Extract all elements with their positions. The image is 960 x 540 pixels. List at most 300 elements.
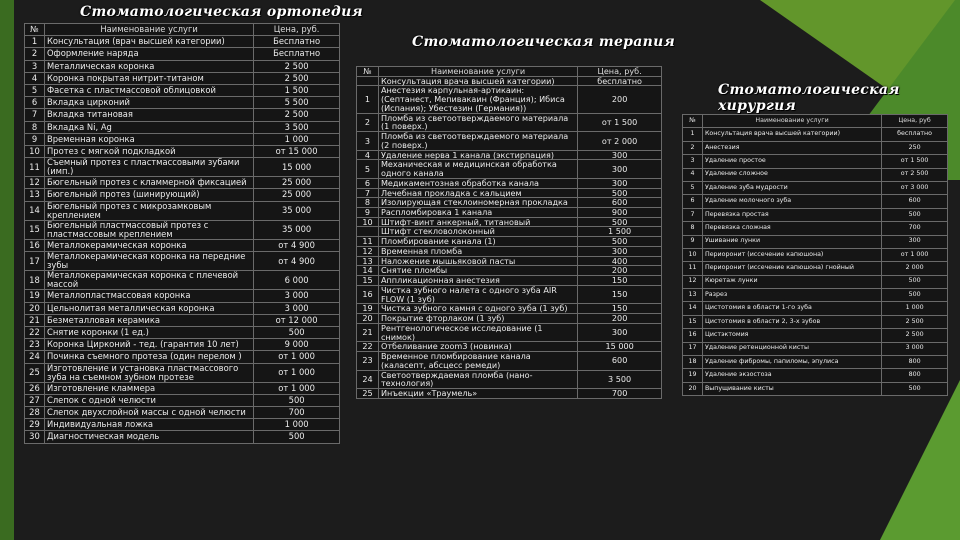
service-name: Металлокерамическая коронка на передние зубы xyxy=(44,252,253,271)
service-price: 250 xyxy=(882,141,948,154)
service-name: Фасетка с пластмассовой облицовкой xyxy=(44,84,253,96)
service-name: Цистотомия в области 1-го зуба xyxy=(702,302,881,315)
service-price: бесплатно xyxy=(882,128,948,141)
service-name: Вкладка титановая xyxy=(44,109,253,121)
service-name: Наложение мышьяковой пасты xyxy=(378,256,577,266)
row-number: 13 xyxy=(357,256,379,266)
table-row xyxy=(683,262,948,275)
service-name: Консультация (врач высшей категории) xyxy=(44,36,253,48)
service-name: Периоронит (иссечение капюшона) xyxy=(702,248,881,261)
service-price: 150 xyxy=(578,276,662,286)
row-number: 8 xyxy=(357,198,379,208)
row-number: 15 xyxy=(357,276,379,286)
service-price: Бесплатно xyxy=(254,48,340,60)
service-price: 200 xyxy=(578,86,662,113)
row-number: 16 xyxy=(357,285,379,303)
table-row xyxy=(25,145,340,157)
service-price: 500 xyxy=(578,217,662,227)
service-price: 35 000 xyxy=(254,201,340,220)
row-number: 14 xyxy=(357,266,379,276)
service-price: 500 xyxy=(254,431,340,443)
service-price: 2 500 xyxy=(254,109,340,121)
service-price: 500 xyxy=(882,275,948,288)
table-row xyxy=(25,290,340,302)
row-number: 14 xyxy=(683,302,703,315)
row-number: 1 xyxy=(25,36,45,48)
table-row xyxy=(25,97,340,109)
service-price: 3 000 xyxy=(882,342,948,355)
row-number: 18 xyxy=(25,271,45,290)
table-row xyxy=(25,419,340,431)
service-price: 2 500 xyxy=(882,329,948,342)
service-price: 800 xyxy=(882,369,948,382)
table-row xyxy=(25,394,340,406)
column-header: № xyxy=(683,115,703,128)
service-name: Съемный протез с пластмассовыми зубами (имп.) xyxy=(44,158,253,177)
table-row xyxy=(25,36,340,48)
service-name: Пломбирование канала (1) xyxy=(378,237,577,247)
service-name: Коронка Цирконий - тед. (гарантия 10 лет) xyxy=(44,339,253,351)
table-row xyxy=(683,289,948,302)
row-number: 12 xyxy=(683,275,703,288)
service-price: 400 xyxy=(578,256,662,266)
service-name: Изготовление и установка пластмассового зуба на съемном зубном протезе xyxy=(44,363,253,382)
table-row xyxy=(25,48,340,60)
table-row xyxy=(25,121,340,133)
service-price: от 1 500 xyxy=(578,113,662,131)
column-header: Цена, руб. xyxy=(578,67,662,77)
row-number: 27 xyxy=(25,394,45,406)
service-price: от 1 000 xyxy=(254,363,340,382)
service-price: от 12 000 xyxy=(254,314,340,326)
table-row xyxy=(25,158,340,177)
service-price: 300 xyxy=(578,323,662,341)
table-row xyxy=(683,222,948,235)
service-name: Временная пломба xyxy=(378,246,577,256)
service-name: Периоронит (иссечение капюшона) гнойный xyxy=(702,262,881,275)
service-name: Выпущивание кисты xyxy=(702,382,881,395)
row-number: 30 xyxy=(25,431,45,443)
service-price: 200 xyxy=(578,314,662,324)
service-name: Цистэктомия xyxy=(702,329,881,342)
service-price: 700 xyxy=(882,222,948,235)
row-number: 4 xyxy=(683,168,703,181)
service-price: 15 000 xyxy=(254,158,340,177)
row-number: 17 xyxy=(25,252,45,271)
row-number: 13 xyxy=(683,289,703,302)
service-price: 2 500 xyxy=(254,72,340,84)
service-name: Отбеливание zoom3 (новинка) xyxy=(378,342,577,352)
row-number: 2 xyxy=(25,48,45,60)
row-number: 21 xyxy=(25,314,45,326)
row-number: 17 xyxy=(683,342,703,355)
ortho-price-table xyxy=(24,23,340,444)
service-name: Диагностическая модель xyxy=(44,431,253,443)
service-name: Временная коронка xyxy=(44,133,253,145)
service-name: Распломбировка 1 канала xyxy=(378,208,577,218)
service-name: Удаление ретенционной кисты xyxy=(702,342,881,355)
service-name: Удаление зуба мудрости xyxy=(702,181,881,194)
service-name: Безметалловая керамика xyxy=(44,314,253,326)
row-number: 12 xyxy=(25,177,45,189)
table-row xyxy=(683,235,948,248)
service-name: Чистка зубного налета с одного зуба AIR FLOW (1 зуб) xyxy=(378,285,577,303)
service-name: Кюретаж лунки xyxy=(702,275,881,288)
table-row xyxy=(683,208,948,221)
table-row xyxy=(357,86,662,113)
table-row xyxy=(25,382,340,394)
row-number: 29 xyxy=(25,419,45,431)
column-header: № xyxy=(357,67,379,77)
table-row xyxy=(357,352,662,370)
column-header: Наименование услуги xyxy=(44,24,253,36)
service-price: 500 xyxy=(578,237,662,247)
service-name: Штифт стекловолоконный xyxy=(378,227,577,237)
row-number: 26 xyxy=(25,382,45,394)
service-price: 300 xyxy=(578,246,662,256)
service-price: 200 xyxy=(578,266,662,276)
service-price: 900 xyxy=(578,208,662,218)
table-header-row xyxy=(357,67,662,77)
service-price: 600 xyxy=(882,195,948,208)
service-price: 500 xyxy=(882,289,948,302)
row-number: 13 xyxy=(25,189,45,201)
table-row xyxy=(683,181,948,194)
row-number: 23 xyxy=(25,339,45,351)
service-name: Консультация врача высшей категории) xyxy=(702,128,881,141)
row-number: 16 xyxy=(683,329,703,342)
service-name: Бюгельный протез с микрозамковым креплением xyxy=(44,201,253,220)
service-price: от 3 000 xyxy=(882,181,948,194)
service-price: 25 000 xyxy=(254,189,340,201)
service-name: Анестезия карпульная-артикаин: (Септанест, Мепивакаин (Франция); Ибиса (Испания); Убестезин (Германия)) xyxy=(378,86,577,113)
service-name: Разрез xyxy=(702,289,881,302)
row-number: 20 xyxy=(683,382,703,395)
service-name: Пломба из светоотверждаемого материала (2 поверх.) xyxy=(378,132,577,150)
row-number: 15 xyxy=(25,220,45,239)
row-number: 18 xyxy=(683,356,703,369)
row-number: 22 xyxy=(357,342,379,352)
row-number: 7 xyxy=(357,188,379,198)
service-price: от 1 000 xyxy=(254,382,340,394)
table-row xyxy=(683,369,948,382)
table-row xyxy=(683,382,948,395)
row-number: 9 xyxy=(683,235,703,248)
table-row xyxy=(25,271,340,290)
service-price: 500 xyxy=(882,208,948,221)
service-name: Бюгельный протез с кламмерной фиксацией xyxy=(44,177,253,189)
table-row xyxy=(357,323,662,341)
service-price: 600 xyxy=(578,352,662,370)
column-header: Цена, руб. xyxy=(254,24,340,36)
table-row xyxy=(683,329,948,342)
ortho-title: Стоматологическая ортопедия xyxy=(80,4,363,20)
service-price: 300 xyxy=(578,150,662,160)
service-price: от 1 000 xyxy=(882,248,948,261)
row-number: 5 xyxy=(683,181,703,194)
service-price: от 2 500 xyxy=(882,168,948,181)
service-price: 600 xyxy=(578,198,662,208)
service-name: Цистотомия в области 2, 3-х зубов xyxy=(702,315,881,328)
service-name: Штифт-винт анкерный, титановый xyxy=(378,217,577,227)
service-name: Снятие коронки (1 ед.) xyxy=(44,326,253,338)
table-header-row xyxy=(683,115,948,128)
service-name: Пломба из светоотверждаемого материала (1 поверх.) xyxy=(378,113,577,131)
service-name: Металлическая коронка xyxy=(44,60,253,72)
table-row xyxy=(357,388,662,398)
service-price: 300 xyxy=(882,235,948,248)
table-row xyxy=(25,220,340,239)
table-row xyxy=(25,189,340,201)
row-number: 2 xyxy=(683,141,703,154)
row-number: 6 xyxy=(357,178,379,188)
row-number xyxy=(357,76,379,86)
service-price: 700 xyxy=(578,388,662,398)
table-row xyxy=(683,356,948,369)
service-name: Металлокерамическая коронка xyxy=(44,239,253,251)
service-price: 500 xyxy=(578,188,662,198)
row-number: 3 xyxy=(683,155,703,168)
service-price: от 15 000 xyxy=(254,145,340,157)
service-name: Удаление сложное xyxy=(702,168,881,181)
table-row xyxy=(25,60,340,72)
service-name: Слепок с одной челюсти xyxy=(44,394,253,406)
therapy-title: Стоматологическая терапия xyxy=(412,34,676,50)
service-price: 25 000 xyxy=(254,177,340,189)
service-name: Ушивание лунки xyxy=(702,235,881,248)
service-price: 1 000 xyxy=(254,419,340,431)
service-name: Металлокерамическая коронка с плечевой массой xyxy=(44,271,253,290)
table-row xyxy=(683,275,948,288)
table-row xyxy=(357,246,662,256)
service-name: Протез с мягкой подкладкой xyxy=(44,145,253,157)
service-name: Удаление простое xyxy=(702,155,881,168)
table-row xyxy=(25,407,340,419)
table-row xyxy=(25,431,340,443)
row-number: 11 xyxy=(357,237,379,247)
left-accent-bar xyxy=(0,0,14,540)
therapy-price-table xyxy=(356,66,662,399)
service-name: Светоотверждаемая пломба (нано-технология) xyxy=(378,370,577,388)
service-price: Бесплатно xyxy=(254,36,340,48)
service-price: 150 xyxy=(578,304,662,314)
table-row xyxy=(357,160,662,178)
decorative-triangle xyxy=(880,380,960,540)
table-row xyxy=(25,84,340,96)
row-number: 7 xyxy=(25,109,45,121)
service-price: от 4 900 xyxy=(254,239,340,251)
table-row xyxy=(357,178,662,188)
table-row xyxy=(25,302,340,314)
service-price: 300 xyxy=(578,178,662,188)
row-number: 25 xyxy=(357,388,379,398)
service-name: Изолирующая стеклоиномерная прокладка xyxy=(378,198,577,208)
service-price: от 1 500 xyxy=(882,155,948,168)
service-name: Изготовление кламмера xyxy=(44,382,253,394)
row-number: 10 xyxy=(357,217,379,227)
table-row xyxy=(357,314,662,324)
service-name: Аппликационная анестезия xyxy=(378,276,577,286)
row-number: 5 xyxy=(357,160,379,178)
service-price: бесплатно xyxy=(578,76,662,86)
service-name: Удаление нерва 1 канала (экстирпация) xyxy=(378,150,577,160)
table-row xyxy=(357,276,662,286)
service-name: Вкладка цирконий xyxy=(44,97,253,109)
service-name: Удаление экзостоза xyxy=(702,369,881,382)
service-price: от 4 900 xyxy=(254,252,340,271)
row-number: 28 xyxy=(25,407,45,419)
service-price: 1 500 xyxy=(254,84,340,96)
row-number: 19 xyxy=(25,290,45,302)
table-row xyxy=(357,370,662,388)
service-price: от 1 000 xyxy=(254,351,340,363)
row-number: 22 xyxy=(25,326,45,338)
table-row xyxy=(683,302,948,315)
service-name: Медикаментозная обработка канала xyxy=(378,178,577,188)
table-row xyxy=(683,141,948,154)
service-name: Оформление наряда xyxy=(44,48,253,60)
service-price: 500 xyxy=(254,394,340,406)
service-price: 3 000 xyxy=(254,302,340,314)
table-row xyxy=(683,342,948,355)
table-row xyxy=(683,128,948,141)
row-number: 2 xyxy=(357,113,379,131)
service-name: Индивидуальная ложка xyxy=(44,419,253,431)
row-number: 11 xyxy=(25,158,45,177)
table-row xyxy=(25,109,340,121)
column-header: Наименование услуги xyxy=(702,115,881,128)
service-name: Цельнолитая металлическая коронка xyxy=(44,302,253,314)
row-number: 8 xyxy=(683,222,703,235)
service-price: 2 500 xyxy=(882,315,948,328)
row-number: 3 xyxy=(25,60,45,72)
table-row xyxy=(25,133,340,145)
table-row xyxy=(357,237,662,247)
service-price: 1 000 xyxy=(882,302,948,315)
table-row xyxy=(25,239,340,251)
service-price: 9 000 xyxy=(254,339,340,351)
service-name: Перевязка простая xyxy=(702,208,881,221)
row-number: 14 xyxy=(25,201,45,220)
row-number: 9 xyxy=(25,133,45,145)
row-number: 10 xyxy=(683,248,703,261)
surgery-price-table xyxy=(682,114,948,396)
row-number: 1 xyxy=(357,86,379,113)
row-number: 6 xyxy=(683,195,703,208)
column-header: Цена, руб xyxy=(882,115,948,128)
service-name: Удаление молочного зуба xyxy=(702,195,881,208)
table-row xyxy=(683,248,948,261)
row-number: 24 xyxy=(357,370,379,388)
table-row xyxy=(25,314,340,326)
service-name: Удаление фибромы, папиломы, эпулиса xyxy=(702,356,881,369)
service-price: 700 xyxy=(254,407,340,419)
service-price: 300 xyxy=(578,160,662,178)
service-name: Починка съемного протеза (один перелом ) xyxy=(44,351,253,363)
service-name: Металлопластмассовая коронка xyxy=(44,290,253,302)
row-number: 1 xyxy=(683,128,703,141)
row-number: 21 xyxy=(357,323,379,341)
table-row xyxy=(683,315,948,328)
service-price: 3 000 xyxy=(254,290,340,302)
table-header-row xyxy=(25,24,340,36)
row-number: 12 xyxy=(357,246,379,256)
service-name: Рентгенологическое исследование (1 снимок) xyxy=(378,323,577,341)
service-price: 6 000 xyxy=(254,271,340,290)
service-name: Чистка зубного камня с одного зуба (1 зуб) xyxy=(378,304,577,314)
service-price: 35 000 xyxy=(254,220,340,239)
table-row xyxy=(25,351,340,363)
row-number: 19 xyxy=(683,369,703,382)
row-number: 4 xyxy=(357,150,379,160)
row-number: 20 xyxy=(25,302,45,314)
row-number: 11 xyxy=(683,262,703,275)
table-row xyxy=(683,155,948,168)
service-name: Механическая и медицинская обработка одного канала xyxy=(378,160,577,178)
service-name: Снятие пломбы xyxy=(378,266,577,276)
service-price: 3 500 xyxy=(254,121,340,133)
table-row xyxy=(683,195,948,208)
service-name: Лечебная прокладка с кальцием xyxy=(378,188,577,198)
table-row xyxy=(25,326,340,338)
service-name: Бюгельный протез (шинирующий) xyxy=(44,189,253,201)
column-header: № xyxy=(25,24,45,36)
row-number: 25 xyxy=(25,363,45,382)
table-row xyxy=(25,72,340,84)
service-name: Коронка покрытая нитрит-титаном xyxy=(44,72,253,84)
service-price: 500 xyxy=(254,326,340,338)
row-number: 3 xyxy=(357,132,379,150)
service-name: Анестезия xyxy=(702,141,881,154)
row-number: 9 xyxy=(357,208,379,218)
service-name: Бюгельный пластмассовый протез с пластмассовым креплением xyxy=(44,220,253,239)
service-price: 1 500 xyxy=(578,227,662,237)
service-name: Перевязка сложная xyxy=(702,222,881,235)
service-price: 2 000 xyxy=(882,262,948,275)
row-number: 6 xyxy=(25,97,45,109)
service-price: 150 xyxy=(578,285,662,303)
service-price: 3 500 xyxy=(578,370,662,388)
table-row xyxy=(357,285,662,303)
row-number: 10 xyxy=(25,145,45,157)
service-name: Покрытие фторлаком (1 зуб) xyxy=(378,314,577,324)
row-number: 19 xyxy=(357,304,379,314)
table-row xyxy=(357,113,662,131)
table-row xyxy=(25,363,340,382)
service-price: от 2 000 xyxy=(578,132,662,150)
table-row xyxy=(25,252,340,271)
service-price: 15 000 xyxy=(578,342,662,352)
row-number: 8 xyxy=(25,121,45,133)
table-row xyxy=(357,132,662,150)
row-number: 23 xyxy=(357,352,379,370)
service-price: 5 500 xyxy=(254,97,340,109)
table-row xyxy=(25,177,340,189)
service-name: Инъекции «Траумель» xyxy=(378,388,577,398)
row-number: 7 xyxy=(683,208,703,221)
row-number: 20 xyxy=(357,314,379,324)
row-number: 24 xyxy=(25,351,45,363)
service-price: 2 500 xyxy=(254,60,340,72)
service-name: Временное пломбирование канала (каласепт, абсцесс ремеди) xyxy=(378,352,577,370)
table-row xyxy=(25,339,340,351)
column-header: Наименование услуги xyxy=(378,67,577,77)
surgery-title: Стоматологическая хирургия xyxy=(718,82,900,114)
service-name: Консультация врача высшей категории) xyxy=(378,76,577,86)
table-row xyxy=(25,201,340,220)
service-price: 1 000 xyxy=(254,133,340,145)
table-row xyxy=(683,168,948,181)
